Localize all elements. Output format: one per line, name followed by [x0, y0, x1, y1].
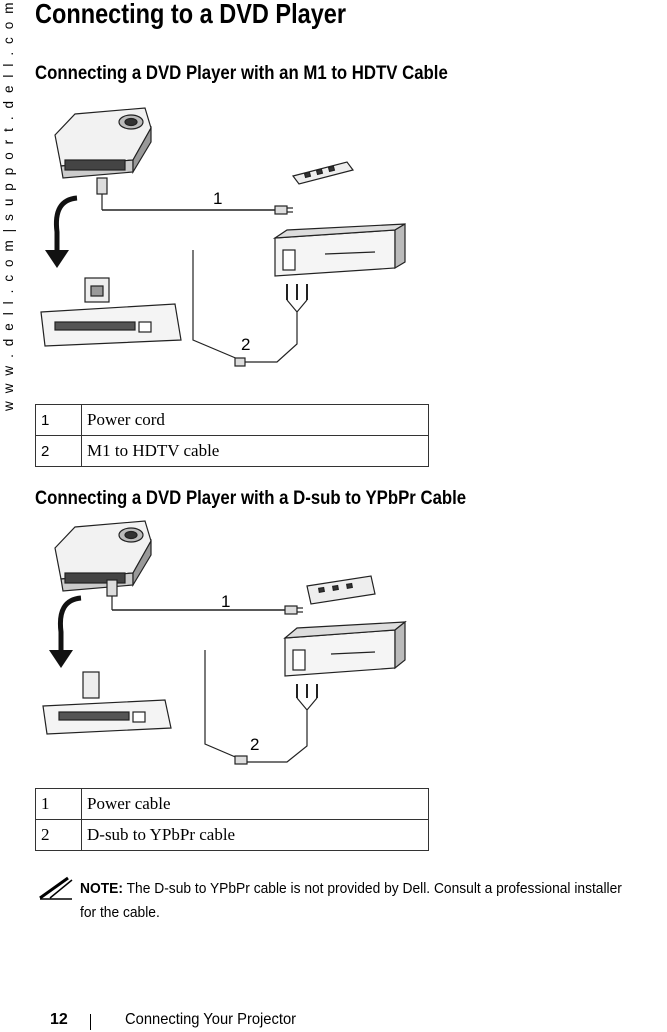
callout-1: 1 — [213, 189, 223, 208]
power-strip-icon — [293, 162, 353, 184]
m1-hdtv-connection-diagram — [35, 100, 435, 372]
callout-2: 2 — [250, 735, 260, 754]
table-row — [36, 436, 429, 467]
projector-icon — [55, 108, 151, 178]
item-number: 2 — [36, 820, 82, 851]
table-row — [36, 820, 429, 851]
dvd-player-icon — [285, 622, 405, 676]
callout-2: 2 — [241, 335, 251, 354]
item-number: 1 — [36, 405, 82, 436]
parts-table-dsub — [35, 788, 429, 851]
down-arrow-icon — [45, 198, 77, 268]
down-arrow-icon — [49, 598, 81, 668]
section-heading-dsub: Connecting a DVD Player with a D-sub to YPbPr Cable — [35, 487, 467, 509]
parts-table-m1 — [35, 404, 429, 467]
item-number: 1 — [36, 789, 82, 820]
note-block — [80, 877, 632, 925]
table-row — [36, 405, 429, 436]
side-url: w w w . d e l l . c o m | s u p p o r t . d e l l . c o m — [1, 0, 16, 411]
footer-chapter-title: Connecting Your Projector — [125, 1011, 297, 1028]
callout-1: 1 — [221, 592, 231, 611]
page-number: 12 — [50, 1011, 68, 1028]
note-text: The D-sub to YPbPr cable is not provided by Dell. Consult a professional installer for the cable. — [80, 880, 622, 921]
note-pencil-icon — [38, 874, 74, 900]
projector-icon — [55, 521, 151, 591]
item-label: D-sub to YPbPr cable — [82, 820, 429, 851]
item-label: M1 to HDTV cable — [82, 436, 429, 467]
note-label: NOTE: — [80, 880, 123, 897]
dvd-player-icon — [275, 224, 405, 276]
power-strip-icon — [307, 576, 375, 604]
item-label: Power cord — [82, 405, 429, 436]
table-row — [36, 789, 429, 820]
section-heading-m1: Connecting a DVD Player with an M1 to HDTV Cable — [35, 62, 448, 84]
footer-divider — [90, 1014, 91, 1030]
dsub-ypbpr-connection-diagram — [35, 514, 435, 776]
item-label: Power cable — [82, 789, 429, 820]
item-number: 2 — [36, 436, 82, 467]
page-title: Connecting to a DVD Player — [35, 0, 347, 29]
